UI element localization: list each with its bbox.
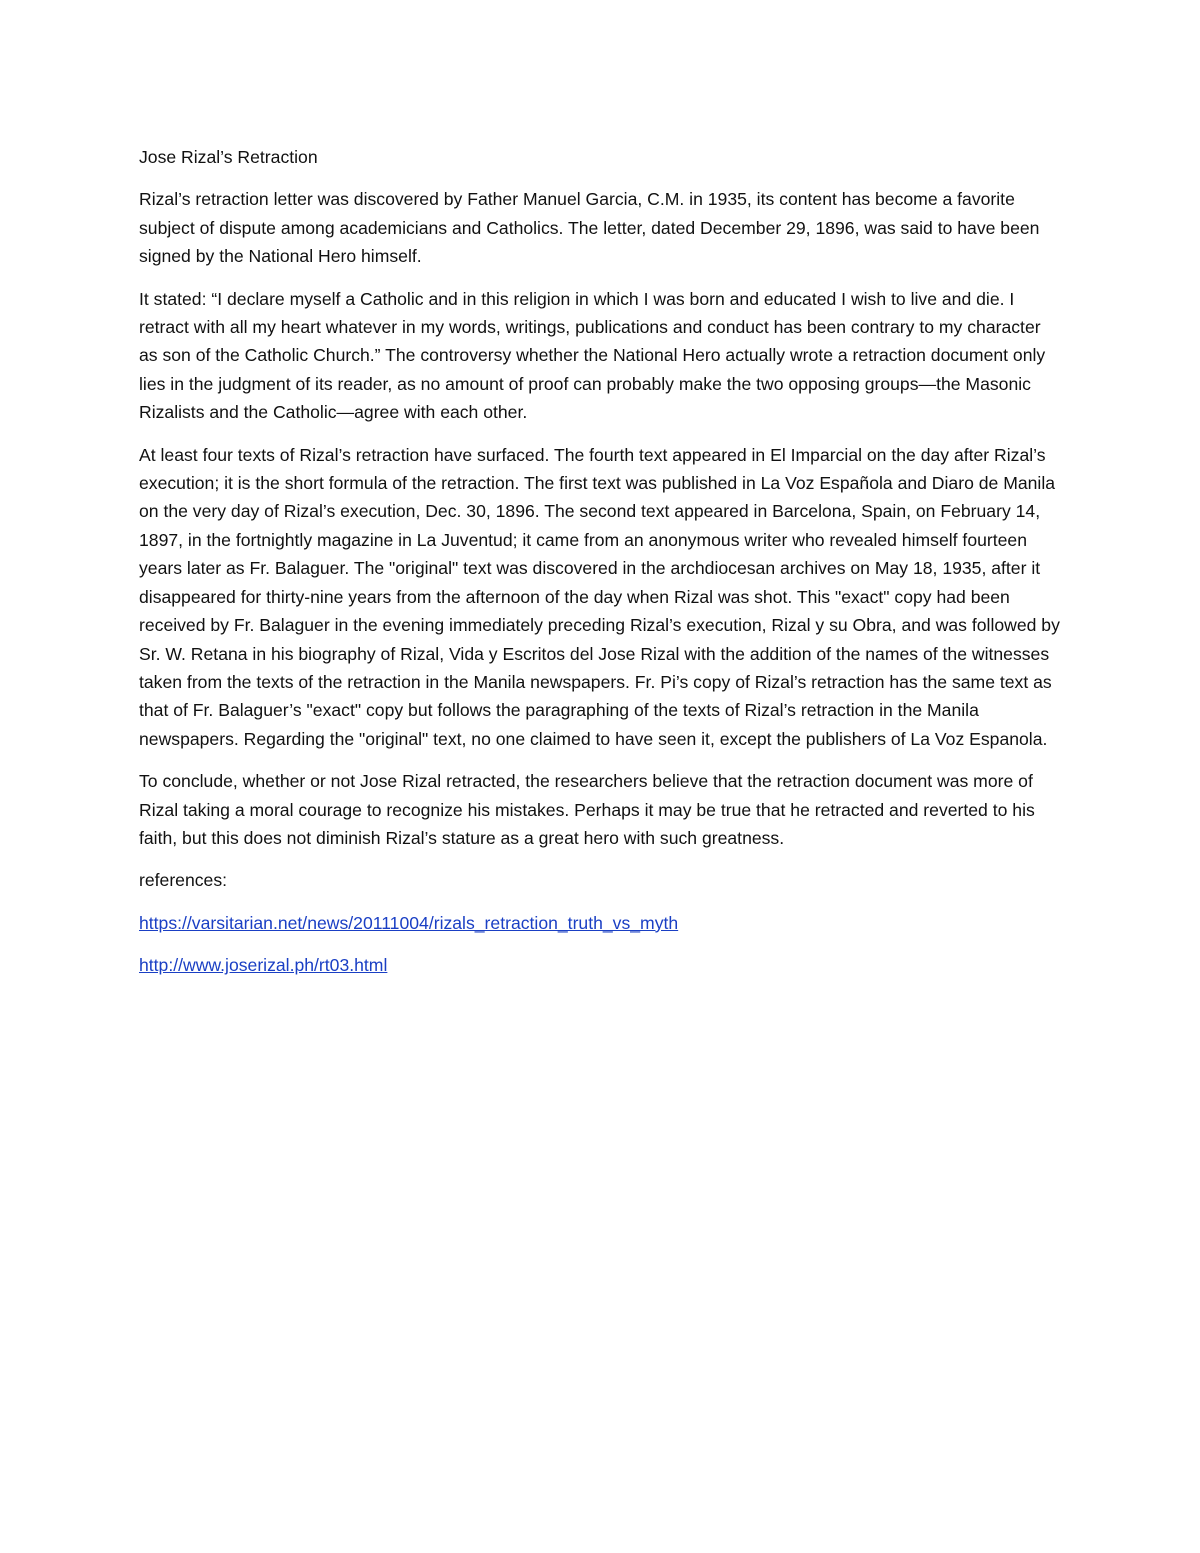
paragraph-statement: It stated: “I declare myself a Catholic and in this religion in which I was born and educated I wish to live and die. I retract with all my heart whatever in my words, writings, publications and conduct has been contrary to my character as son of the Catholic Church.” The controversy whether the National Hero actually wrote a retraction document only lies in the judgment of its reader, as no amount of proof can probably make the two opposing groups—the Masonic Rizalists and the Catholic—agree with each other. <box>139 288 1046 423</box>
document-title: Jose Rizal’s Retraction <box>139 147 318 167</box>
reference-link-joserizal[interactable]: http://www.joserizal.ph/rt03.html <box>139 955 388 976</box>
paragraph-discovery: Rizal’s retraction letter was discovered by Father Manuel Garcia, C.M. in 1935, its content has become a favorite subject of dispute among academicians and Catholics. The letter, dated December 29, 1896, was said to have been signed by the National Hero himself. <box>139 189 1040 267</box>
document-body <box>139 143 1061 994</box>
paragraph-texts: At least four texts of Rizal’s retraction have surfaced. The fourth text appeared in El Imparcial on the day after Rizal’s execution; it is the short formula of the retraction. The first text was published in La Voz Española and Diaro de Manila on the very day of Rizal’s execution, Dec. 30, 1896. The second text appeared in Barcelona, Spain, on February 14, 1897, in the fortnightly magazine in La Juventud; it came from an anonymous writer who revealed himself fourteen years later as Fr. Balaguer. The "original" text was discovered in the archdiocesan archives on May 18, 1935, after it disappeared for thirty-nine years from the afternoon of the day when Rizal was shot. This "exact" copy had been received by Fr. Balaguer in the evening immediately preceding Rizal’s execution, Rizal y su Obra, and was followed by Sr. W. Retana in his biography of Rizal, Vida y Escritos del Jose Rizal with the addition of the names of the witnesses taken from the texts of the retraction in the Manila newspapers. Fr. Pi’s copy of Rizal’s retraction has the same text as that of Fr. Balaguer’s "exact" copy but follows the paragraphing of the texts of Rizal’s retraction in the Manila newspapers. Regarding the "original" text, no one claimed to have seen it, except the publishers of La Voz Espanola. <box>139 444 1060 749</box>
paragraph-conclusion: To conclude, whether or not Jose Rizal retracted, the researchers believe that the retraction document was more of Rizal taking a moral courage to recognize his mistakes. Perhaps it may be true that he retracted and reverted to his faith, but this does not diminish Rizal’s stature as a great hero with such greatness. <box>139 771 1035 848</box>
reference-link-varsitarian[interactable]: https://varsitarian.net/news/20111004/rizals_retraction_truth_vs_myth <box>139 912 679 933</box>
references-label: references: <box>139 870 228 891</box>
